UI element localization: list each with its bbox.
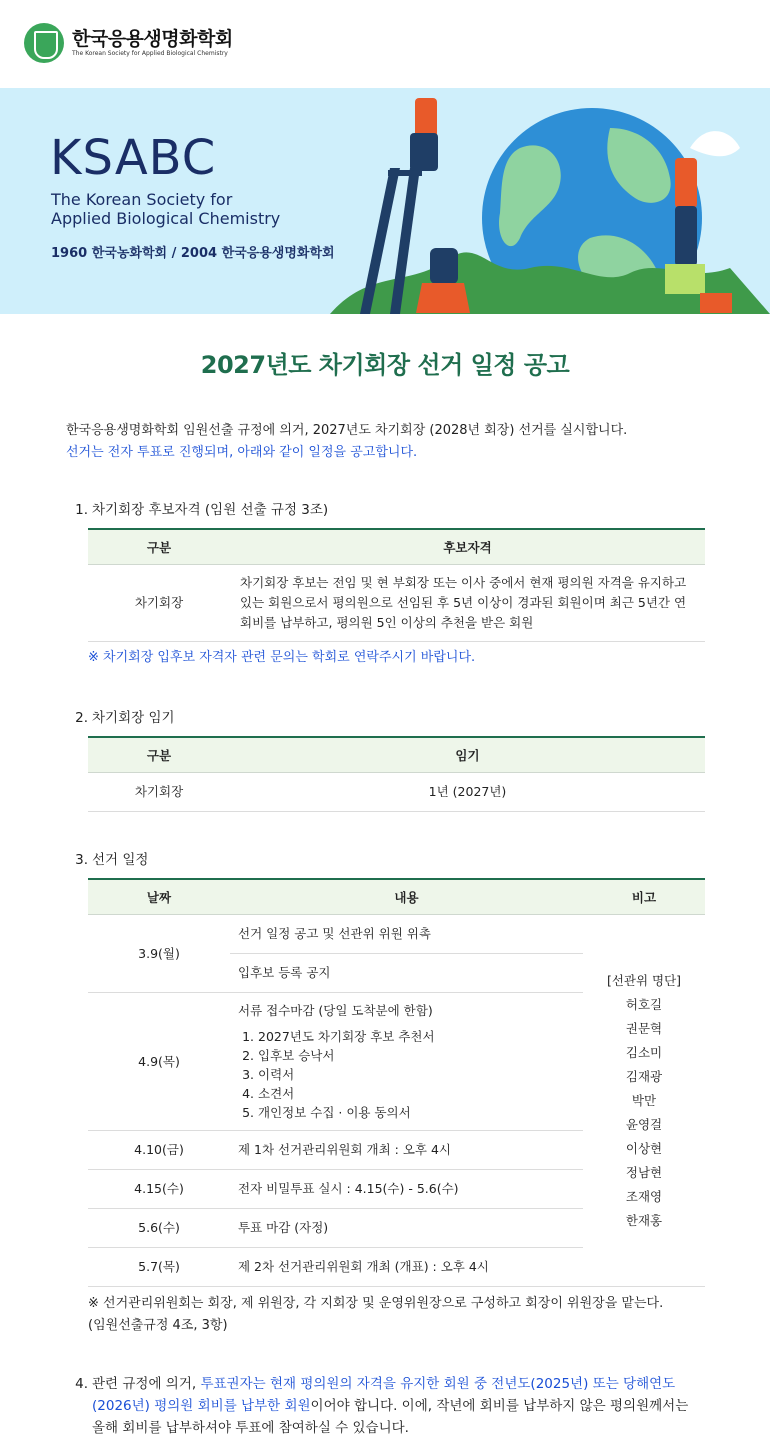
schedule-date: 3.9(월) [88,915,230,993]
term-value: 1년 (2027년) [230,773,705,812]
intro-line2: 선거는 전자 투표로 진행되며, 아래와 같이 일정을 공고합니다. [66,445,418,460]
committee-member: 김소미 [625,1044,663,1060]
intro-line1: 한국응용생명화학회 임원선출 규정에 의거, 2027년도 차기회장 (2028년 회장) 선거를 실시합니다. [66,423,628,438]
section1-heading: 차기회장 후보자격 (임원 선출 규정 3조) [92,502,329,518]
committee-note-line1: ※ 선거관리위원회는 회장, 제 위원장, 각 지회장 및 운영위원장으로 구성하고 회장이 위원장을 맡는다. [88,1296,664,1311]
schedule-content: 입후보 등록 공지 [230,954,583,993]
section3-heading: 선거 일정 [92,852,149,868]
section4-text [92,1373,704,1439]
documents-list [238,1027,575,1122]
table-row [88,773,705,812]
society-logo[interactable] [24,23,233,63]
documents-heading: 서류 접수마감 (당일 도착분에 한함) [238,1003,433,1018]
banner-name-line1: The Korean Society for [51,190,233,209]
section1-title [66,500,704,520]
list-item: 5. 개인정보 수집 · 이용 동의서 [258,1103,575,1122]
term-table [88,736,705,812]
table-row [88,915,705,954]
section4-text-b: 이어야 합니다. 이에, 작년에 회비를 납부하지 않은 평의원께서는 올해 회비를 납부하셔야 투표에 참여하실 수 있습니다. [92,1398,689,1436]
committee-member: 김재광 [625,1068,663,1084]
logo-english-name: The Korean Society for Applied Biological Chemistry [72,50,228,57]
committee-member: 박만 [631,1092,657,1108]
list-item: 2. 입후보 승낙서 [258,1046,575,1065]
site-header [0,0,770,88]
section2-title [66,708,704,728]
schedule-date: 5.7(목) [88,1248,230,1287]
committee-member: 조재영 [625,1188,663,1204]
committee-member: 권문혁 [625,1020,663,1036]
section4-highlight: 투표권자는 현재 평의원의 자격을 유지한 회원 중 전년도(2025년) 또는 당해연도(2026년) 평의원 회비를 납부한 회원 [92,1376,676,1414]
eligibility-table [88,528,705,642]
schedule-date: 4.15(수) [88,1170,230,1209]
table-header: 구분 [88,529,230,565]
section4 [66,1373,704,1439]
earth-illustration [330,88,770,314]
hero-banner [0,88,770,314]
section2-number: 2. [75,710,88,726]
schedule-date: 5.6(수) [88,1209,230,1248]
contact-note: ※ 차기회장 입후보 자격자 관련 문의는 학회로 연락주시기 바랍니다. [88,650,476,665]
table-header: 날짜 [88,879,230,915]
banner-acronym: KSABC [50,130,217,186]
schedule-date: 4.10(금) [88,1131,230,1170]
committee-title: [선관위 명단] [606,972,682,988]
banner-english-name [51,190,280,228]
committee-member: 허호길 [625,996,663,1012]
section4-text-a: 관련 규정에 의거, [92,1376,201,1392]
section2-heading: 차기회장 임기 [92,710,175,726]
committee-member: 한재홍 [625,1212,663,1228]
table-header: 구분 [88,737,230,773]
list-item: 4. 소견서 [258,1084,575,1103]
section3-number: 3. [75,852,88,868]
table-header: 후보자격 [230,529,705,565]
section3-title [66,850,704,870]
schedule-content: 투표 마감 (자정) [230,1209,583,1248]
table-header: 임기 [230,737,705,773]
schedule-content: 선거 일정 공고 및 선관위 위원 위촉 [230,915,583,954]
list-item: 3. 이력서 [258,1065,575,1084]
page-title: 2027년도 차기회장 선거 일정 공고 [200,351,570,379]
list-item: 1. 2027년도 차기회장 후보 추천서 [258,1027,575,1046]
schedule-content: 제 1차 선거관리위원회 개최 : 오후 4시 [230,1131,583,1170]
committee-member: 이상현 [625,1140,663,1156]
schedule-table [88,878,705,1287]
row-label: 차기회장 [88,773,230,812]
flask-logo-icon [24,23,64,63]
banner-history: 1960 한국농화학회 / 2004 한국응용생명화학회 [51,246,335,261]
schedule-content: 제 2차 선거관리위원회 개최 (개표) : 오후 4시 [230,1248,583,1287]
row-label: 차기회장 [88,565,230,642]
committee-member: 정남현 [625,1164,663,1180]
committee-list [583,915,705,1287]
banner-name-line2: Applied Biological Chemistry [51,209,281,228]
section1-number: 1. [75,502,88,518]
committee-note-line2: (임원선출규정 4조, 3항) [88,1318,228,1333]
schedule-content: 전자 비밀투표 실시 : 4.15(수) - 5.6(수) [230,1170,583,1209]
section4-number: 4. [75,1376,88,1392]
committee-member: 윤영걸 [625,1116,663,1132]
committee-note [88,1293,704,1337]
schedule-content [230,993,583,1131]
eligibility-text: 차기회장 후보는 전임 및 현 부회장 또는 이사 중에서 현재 평의원 자격을 유지하고 있는 회원으로서 평의원으로 선임된 후 5년 이상이 경과된 회원이며 최근 5년간 연회비를 납부하고, 평의원 5인 이상의 추천을 받은 회원 [230,565,705,642]
table-row [88,565,705,642]
table-header: 내용 [230,879,583,915]
logo-korean-name: 한국응용생명화학회 [72,28,233,50]
intro-text [66,420,704,464]
table-header: 비고 [583,879,705,915]
schedule-date: 4.9(목) [88,993,230,1131]
